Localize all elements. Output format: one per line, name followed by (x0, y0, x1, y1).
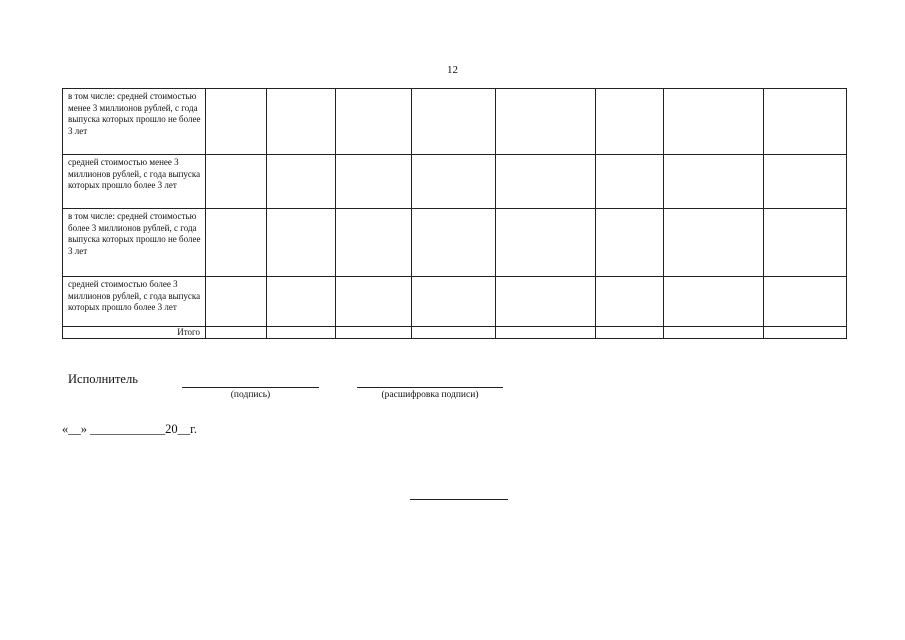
data-table (62, 88, 847, 339)
table-cell (664, 89, 764, 155)
row-label: в том числе: средней стоимостью более 3 миллионов рублей, с года выпуска которых прошло не более 3 лет (63, 209, 206, 277)
transcript-caption: (расшифровка подписи) (381, 390, 479, 400)
table-cell (664, 155, 764, 209)
executor-label: Исполнитель (68, 372, 138, 386)
table-cell (664, 209, 764, 277)
table-cell (206, 155, 267, 209)
table-cell (412, 327, 496, 339)
table-cell (496, 327, 596, 339)
total-label: Итого (63, 327, 206, 339)
table-cell (206, 209, 267, 277)
table-cell (596, 209, 664, 277)
table-row (63, 89, 847, 155)
table-cell (412, 209, 496, 277)
table-cell (664, 277, 764, 327)
transcript-line (357, 387, 503, 388)
table-cell (596, 155, 664, 209)
table-cell (496, 209, 596, 277)
table-cell (412, 277, 496, 327)
table-cell (412, 89, 496, 155)
table-cell (496, 277, 596, 327)
table-cell (764, 89, 847, 155)
table-cell (764, 277, 847, 327)
table-cell (596, 277, 664, 327)
table-cell (336, 89, 412, 155)
table-cell (336, 209, 412, 277)
total-row (63, 327, 847, 339)
table-cell (764, 209, 847, 277)
bottom-rule (410, 499, 508, 500)
table-row (63, 277, 847, 327)
table-row (63, 155, 847, 209)
table-cell (764, 327, 847, 339)
page-number: 12 (447, 64, 458, 76)
table-cell (206, 277, 267, 327)
table-row (63, 209, 847, 277)
signature-caption: (подпись) (230, 390, 271, 400)
table-cell (596, 327, 664, 339)
signature-line (182, 387, 319, 388)
table-cell (206, 327, 267, 339)
table-cell (267, 277, 336, 327)
table-cell (764, 155, 847, 209)
table-cell (336, 327, 412, 339)
row-label: средней стоимостью более 3 миллионов рублей, с года выпуска которых прошло более 3 лет (63, 277, 206, 327)
table-cell (267, 327, 336, 339)
table-cell (336, 277, 412, 327)
row-label: в том числе: средней стоимостью менее 3 миллионов рублей, с года выпуска которых прошло не более 3 лет (63, 89, 206, 155)
table-cell (412, 155, 496, 209)
table-cell (496, 89, 596, 155)
row-label: средней стоимостью менее 3 миллионов рублей, с года выпуска которых прошло более 3 лет (63, 155, 206, 209)
table-cell (664, 327, 764, 339)
table-cell (496, 155, 596, 209)
table-cell (267, 209, 336, 277)
table-cell (596, 89, 664, 155)
table-cell (336, 155, 412, 209)
date-line: «__» ____________20__г. (62, 422, 197, 436)
table-cell (206, 89, 267, 155)
table-cell (267, 89, 336, 155)
table-cell (267, 155, 336, 209)
